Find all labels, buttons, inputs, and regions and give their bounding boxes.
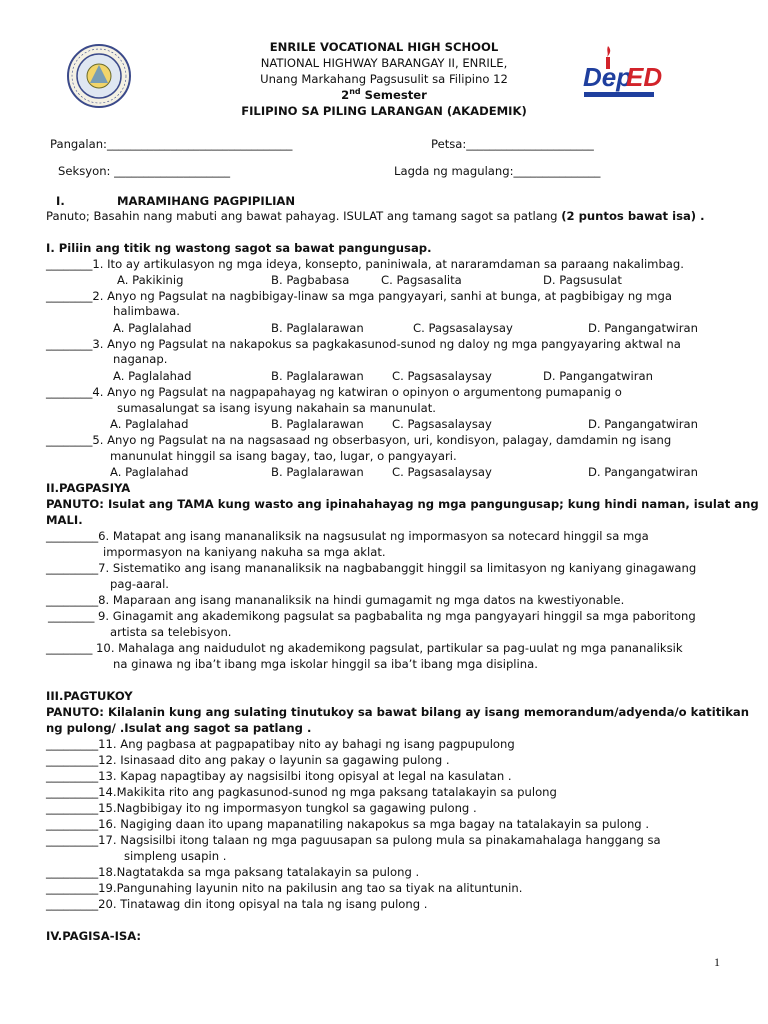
pangalan-field[interactable]: Pangalan:________________________________: [50, 137, 293, 151]
q3-choice-b: B. Paglalarawan: [271, 369, 364, 383]
question-14: _________14.Makikita rito ang pagkasunod-sunod ng mga paksang tatalakayin sa pulong: [46, 785, 557, 799]
question-8: _________8. Maparaan ang isang mananaliksik na hindi gumagamit ng mga datos na kwestiyonable.: [46, 593, 625, 607]
q3-choice-a: A. Paglalahad: [113, 369, 192, 383]
part4-title: IV.PAGISA-ISA:: [46, 929, 142, 943]
question-3-cont: naganap.: [113, 352, 168, 366]
question-2-cont: halimbawa.: [113, 304, 180, 318]
semester: [0, 87, 768, 102]
question-17-cont: simpleng usapin .: [124, 849, 227, 863]
question-7-cont: pag-aaral.: [110, 577, 169, 591]
exam-title: Unang Markahang Pagsusulit sa Filipino 12: [260, 72, 508, 86]
question-3: ________3. Anyo ng Pagsulat na nakapokus sa pagkakasunod-sunod ng daloy ng mga pangyayaring aktwal na: [46, 337, 681, 351]
svg-text:ED: ED: [626, 62, 662, 92]
question-9-cont: artista sa telebisyon.: [110, 625, 232, 639]
part2-panuto-cont: MALI.: [46, 513, 83, 527]
part3-panuto: PANUTO: Kilalanin kung ang sulating tinutukoy sa bawat bilang ay isang memorandum/adyenda/o katitikan: [46, 705, 749, 719]
petsa-field[interactable]: Petsa:______________________: [431, 137, 594, 151]
question-16: _________16. Nagiging daan ito upang mapanatiling nakapokus sa mga bagay na tatalakayin sa pulong .: [46, 817, 650, 831]
part3-title: III.PAGTUKOY: [46, 689, 133, 703]
question-1: ________1. Ito ay artikulasyon ng mga ideya, konsepto, paniniwala, at nararamdaman sa paraang nakalimbag.: [46, 257, 684, 271]
question-5: ________5. Anyo ng Pagsulat na na nagsasaad ng obserbasyon, uri, kondisyon, palagay, damdamin ng isang: [46, 433, 672, 447]
q4-choice-a: A. Paglalahad: [110, 417, 189, 431]
svg-text:Dep: Dep: [583, 62, 633, 92]
q3-choice-d: D. Pangangatwiran: [543, 369, 653, 383]
seksyon-field[interactable]: Seksyon: ____________________: [58, 164, 231, 178]
q1-choice-d: D. Pagsusulat: [543, 273, 622, 287]
page-number: 1: [714, 955, 720, 969]
question-10: ________ 10. Mahalaga ang naidudulot ng akademikong pagsulat, partikular sa pag-uulat ng mga pananaliksik: [46, 641, 683, 655]
question-10-cont: na ginawa ng iba’t ibang mga iskolar hinggil sa iba’t ibang mga disiplina.: [113, 657, 538, 671]
question-7: _________7. Sistematiko ang isang mananaliksik na nagbabanggit hinggil sa limitasyon ng kaniyang ginagawang: [46, 561, 697, 575]
q5-choice-c: C. Pagsasalaysay: [392, 465, 492, 479]
q2-choice-a: A. Paglalahad: [113, 321, 192, 335]
part2-panuto: PANUTO: Isulat ang TAMA kung wasto ang ipinahahayag ng mga pangungusap; kung hindi naman, isulat ang: [46, 497, 759, 511]
q1-choice-b: B. Pagbabasa: [271, 273, 350, 287]
part3-panuto-cont: ng pulong/ .Isulat ang sagot sa patlang .: [46, 721, 312, 735]
question-4: ________4. Anyo ng Pagsulat na nagpapahayag ng katwiran o opinyon o argumentong pumapanig o: [46, 385, 622, 399]
q4-choice-c: C. Pagsasalaysay: [392, 417, 492, 431]
question-6: _________6. Matapat ang isang mananaliksik na nagsusulat ng impormasyon sa notecard hinggil sa mga: [46, 529, 649, 543]
q4-choice-b: B. Paglalarawan: [271, 417, 364, 431]
semester-word: Semester: [360, 87, 427, 102]
part1-subtitle: I. Piliin ang titik ng wastong sagot sa bawat pangungusap.: [46, 241, 432, 255]
part2-title: II.PAGPASIYA: [46, 481, 131, 495]
question-20: _________20. Tinatawag din itong opisyal na tala ng isang pulong .: [46, 897, 428, 911]
q5-choice-a: A. Paglalahad: [110, 465, 189, 479]
part1-number: I.: [56, 194, 65, 208]
question-19: _________19.Pangunahing layunin nito na pakilusin ang tao sa tiyak na alituntunin.: [46, 881, 523, 895]
part1-panuto-text: Panuto; Basahin nang mabuti ang bawat pahayag. ISULAT ang tamang sagot sa patlang: [46, 209, 562, 223]
semester-number: 2: [341, 87, 350, 102]
question-6-cont: impormasyon na kaniyang nakuha sa mga aklat.: [103, 545, 386, 559]
q5-choice-b: B. Paglalarawan: [271, 465, 364, 479]
part1-title: MARAMIHANG PAGPIPILIAN: [117, 194, 296, 208]
lagda-field[interactable]: Lagda ng magulang:_______________: [394, 164, 601, 178]
semester-suffix: nd: [349, 87, 361, 96]
q2-choice-b: B. Paglalarawan: [271, 321, 364, 335]
question-11: _________11. Ang pagbasa at pagpapatibay nito ay bahagi ng isang pagpupulong: [46, 737, 515, 751]
question-18: _________18.Nagtatakda sa mga paksang tatalakayin sa pulong .: [46, 865, 420, 879]
q4-choice-d: D. Pangangatwiran: [588, 417, 698, 431]
q1-choice-a: A. Pakikinig: [117, 273, 184, 287]
school-name: ENRILE VOCATIONAL HIGH SCHOOL: [269, 40, 499, 54]
school-address: NATIONAL HIGHWAY BARANGAY II, ENRILE,: [260, 56, 508, 70]
q1-choice-c: C. Pagsasalita: [381, 273, 462, 287]
question-13: _________13. Kapag napagtibay ay nagsisilbi itong opisyal at legal na kasulatan .: [46, 769, 512, 783]
question-5-cont: manunulat hinggil sa isang bagay, tao, lugar, o pangyayari.: [110, 449, 457, 463]
question-12: _________12. Isinasaad dito ang pakay o layunin sa gagawing pulong .: [46, 753, 450, 767]
q2-choice-c: C. Pagsasalaysay: [413, 321, 513, 335]
q2-choice-d: D. Pangangatwiran: [588, 321, 698, 335]
question-4-cont: sumasalungat sa isang isyung nakahain sa manunulat.: [117, 401, 436, 415]
q5-choice-d: D. Pangangatwiran: [588, 465, 698, 479]
question-15: _________15.Nagbibigay ito ng impormasyon tungkol sa gagawing pulong .: [46, 801, 477, 815]
part1-panuto: [46, 209, 705, 223]
q3-choice-c: C. Pagsasalaysay: [392, 369, 492, 383]
subject-title: FILIPINO SA PILING LARANGAN (AKADEMIK): [241, 104, 527, 118]
question-9: ________ 9. Ginagamit ang akademikong pagsulat sa pagbabalita ng mga pangyayari hinggil sa mga paboritong: [48, 609, 696, 623]
question-2: ________2. Anyo ng Pagsulat na nagbibigay-linaw sa mga pangyayari, sanhi at bunga, at pagbibigay ng mga: [46, 289, 672, 303]
part1-points: (2 puntos bawat isa) .: [561, 209, 705, 223]
question-17: _________17. Nagsisilbi itong talaan ng mga paguusapan sa pulong mula sa pinakamahalaga hanggang sa: [46, 833, 661, 847]
